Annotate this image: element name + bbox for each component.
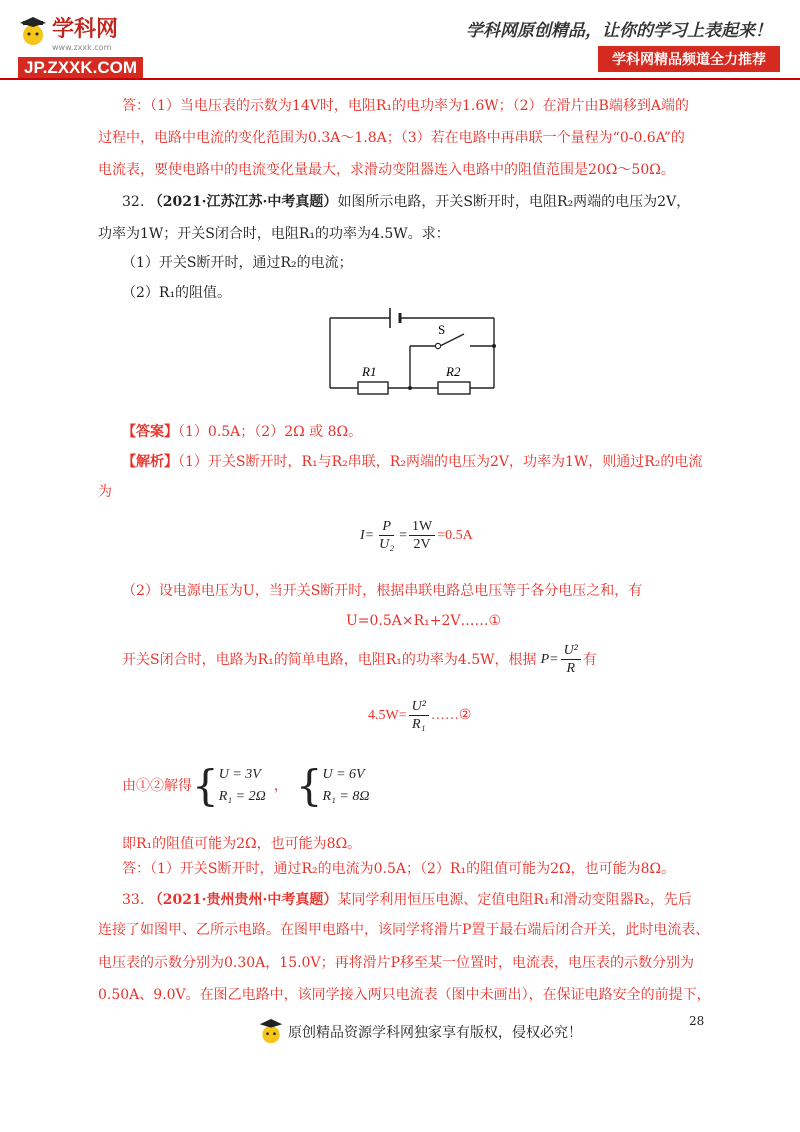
sol1-r: R₁ = 2Ω <box>218 789 266 804</box>
frac-den: U₂ <box>379 537 395 552</box>
header-banner: 学科网精品频道全力推荐 <box>598 46 780 72</box>
q33-line2: 连接了如图甲、乙所示电路。在图甲电路中，该同学将滑片P置于最右端后闭合开关，此时电流表、 <box>98 922 710 938</box>
analysis-tag: 【解析】 <box>122 454 178 470</box>
q32-line1-text: 如图所示电路，开关S断开时，电阻R₂两端的电压为2V， <box>337 194 691 210</box>
solution-system-2 <box>322 764 369 808</box>
site-logo <box>18 12 158 77</box>
q32-sub2: （2）R₁的阻值。 <box>122 285 232 301</box>
header-divider <box>0 78 800 80</box>
solution-line <box>122 762 369 810</box>
q33-line4: 0.50A、9.0V。在图乙电路中，该同学接入两只电流表（图中未画出），在保证电路安全的前提下， <box>98 987 711 1003</box>
q33-line1 <box>122 890 692 910</box>
power-formula <box>541 642 583 677</box>
solution-system-1 <box>219 764 266 808</box>
sol2-u: U = 6V <box>322 767 365 782</box>
eq2-tail: ……② <box>430 708 472 723</box>
frac-den: R <box>566 661 575 676</box>
frac-den: 2V <box>413 537 431 552</box>
circuit-diagram <box>328 306 500 398</box>
formula-lhs: P= <box>540 651 559 667</box>
answer-text: （1）0.5A；（2）2Ω 或 8Ω。 <box>178 424 363 440</box>
frac-num: U² <box>561 642 581 660</box>
equation-1: U=0.5A×R₁+2V……① <box>346 613 502 629</box>
logo-text: 学科网 <box>52 17 119 42</box>
formula-current <box>360 518 473 553</box>
frac-num: 1W <box>409 518 435 536</box>
eq2-lhs: 4.5W= <box>368 707 407 723</box>
footer <box>258 1018 582 1046</box>
closed-line-text: 开关S闭合时，电路为R₁的简单电路，电阻R₁的功率为4.5W，根据 <box>122 651 537 668</box>
sol1-u: U = 3V <box>218 767 261 782</box>
formula-result: =0.5A <box>437 527 473 543</box>
switch-label: S <box>438 322 446 337</box>
q32-sub1: （1）开关S断开时，通过R₂的电流； <box>122 255 353 271</box>
header-slogan: 学科网原创精品，让你的学习上表起来！ <box>466 21 772 41</box>
formula-lhs: I= <box>360 527 375 543</box>
mascot-icon <box>258 1018 284 1046</box>
q32-source: （2021·江苏江苏·中考真题） <box>148 194 338 210</box>
frac-num: P <box>379 518 394 536</box>
q32-answer <box>122 422 362 442</box>
q32-analysis-line1 <box>122 452 702 472</box>
closed-line-post: 有 <box>582 651 597 668</box>
answer31-line2: 过程中，电路中电流的变化范围为0.3A～1.8A；（3）若在电路中再串联一个量程为“0-0.6A”的 <box>98 130 685 146</box>
brace-left: { <box>192 761 219 810</box>
analysis-text: （1）开关S断开时，R₁与R₂串联，R₂两端的电压为2V，功率为1W，则通过R₂的电流 <box>178 454 703 470</box>
footer-copyright: 原创精品资源学科网独家享有版权，侵权必究！ <box>288 1025 582 1041</box>
page-number: 28 <box>689 1014 705 1028</box>
answer-tag: 【答案】 <box>122 424 178 440</box>
q32-number: 32. <box>122 194 145 210</box>
answer31-line3: 电流表，要使电路中的电流变化量最大，求滑动变阻器连入电路中的阻值范围是20Ω～50Ω。 <box>98 162 675 178</box>
brace-left: { <box>295 761 323 810</box>
q32-part2-line: （2）设电源电压为U，当开关S断开时，根据串联电路总电压等于各分电压之和，有 <box>122 583 643 599</box>
q32-final-answer: 答：（1）开关S断开时，通过R₂的电流为0.5A；（2）R₁的阻值可能为2Ω，也可能为8Ω。 <box>122 861 676 877</box>
mascot-icon <box>18 17 48 47</box>
q33-line3: 电压表的示数分别为0.30A，15.0V；再将滑片P移至某一位置时，电流表，电压表的示数分别为 <box>98 955 694 971</box>
logo-domain: JP.ZXXK.COM <box>18 57 143 78</box>
q33-source: （2021·贵州贵州·中考真题） <box>148 892 338 908</box>
junction-node <box>492 344 496 348</box>
switch-pivot <box>435 343 440 348</box>
equation-2 <box>368 698 471 733</box>
logo-url: www.zxxk.com <box>52 43 112 52</box>
answer31-line1: 答：（1）当电压表的示数为14V时，电阻R₁的电功率为1.6W；（2）在滑片由B端移到A端的 <box>122 98 689 114</box>
q32-closed-line <box>122 642 597 677</box>
r1-label: R1 <box>362 364 377 379</box>
frac-num: U² <box>409 698 429 716</box>
solve-text: 由①②解得 <box>122 778 192 794</box>
r2-label: R2 <box>446 364 461 379</box>
sol2-r: R₁ = 8Ω <box>322 789 370 804</box>
q32-line1 <box>122 192 690 212</box>
sol-sep: ， <box>273 778 288 794</box>
formula-eq: = <box>399 527 407 543</box>
junction-node <box>408 386 412 390</box>
q32-conclusion: 即R₁的阻值可能为2Ω，也可能为8Ω。 <box>122 836 362 852</box>
q33-line1-text: 某同学利用恒压电源、定值电阻R₁和滑动变阻器R₂，先后 <box>337 892 692 908</box>
frac-den: R₁ <box>412 717 426 732</box>
q32-analysis-line2: 为 <box>98 484 112 500</box>
q32-line2: 功率为1W；开关S闭合时，电阻R₁的功率为4.5W。求： <box>98 226 450 242</box>
q33-number: 33. <box>122 892 145 908</box>
